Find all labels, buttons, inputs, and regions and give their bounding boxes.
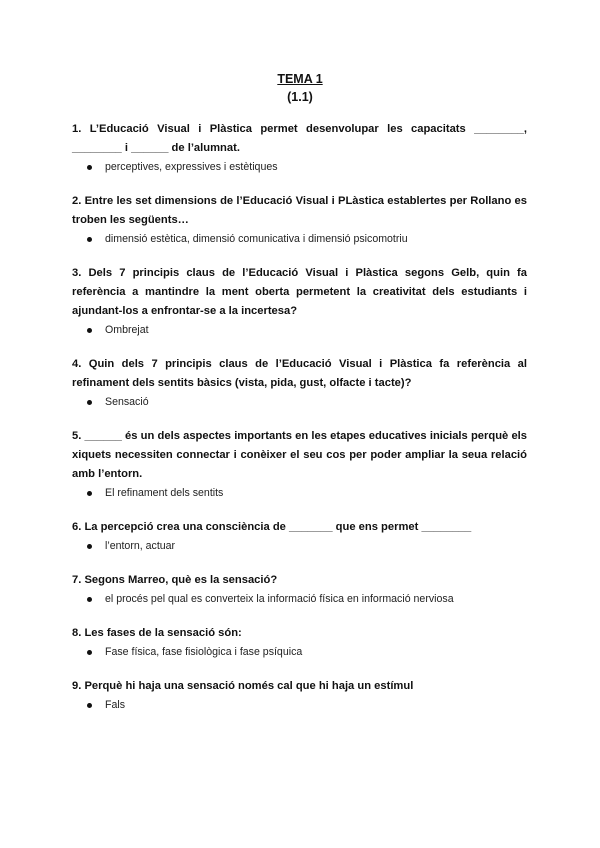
- bullet-icon: [87, 491, 92, 496]
- answer-item: [87, 394, 527, 411]
- document-subtitle: (1.1): [287, 90, 313, 104]
- answer-item: [87, 485, 527, 502]
- answer-item: [87, 644, 527, 661]
- answer-text: El refinament dels sentits: [105, 487, 224, 499]
- question-item: [72, 120, 527, 176]
- question-item: [72, 518, 527, 555]
- answer-text: Sensació: [105, 396, 149, 408]
- question-item: [72, 264, 527, 339]
- bullet-icon: [87, 165, 92, 170]
- answer-item: [87, 697, 527, 714]
- answer-text: el procés pel qual es converteix la informació física en informació nerviosa: [105, 593, 454, 605]
- answer-text: Ombrejat: [105, 324, 149, 336]
- document-title: TEMA 1: [277, 72, 323, 86]
- answer-item: [87, 231, 527, 248]
- answer-text: dimensió estètica, dimensió comunicativa i dimensió psicomotriu: [105, 233, 408, 245]
- question-text: 5. ______ és un dels aspectes importants en les etapes educatives inicials perquè els xiquets necessiten connectar i conèixer el seu cos per poder ampliar la seua relació amb l’entorn.: [72, 430, 527, 480]
- question-text: 2. Entre les set dimensions de l’Educació Visual i PLàstica establertes per Rollano es troben les següents…: [72, 195, 527, 226]
- question-item: [72, 571, 527, 608]
- question-text: 3. Dels 7 principis claus de l’Educació Visual i Plàstica segons Gelb, quin fa referència a mantindre la ment oberta permetent la creativitat dels estudiants i ajundant-los a enfrontar-se a la incertesa?: [72, 267, 527, 317]
- question-item: [72, 677, 527, 714]
- question-item: [72, 624, 527, 661]
- question-text: 9. Perquè hi haja una sensació només cal que hi haja un estímul: [72, 680, 414, 692]
- question-text: 4. Quin dels 7 principis claus de l’Educació Visual i Plàstica fa referència al refinament dels sentits bàsics (vista, pida, gust, olfacte i tacte)?: [72, 358, 527, 389]
- answer-text: Fals: [105, 699, 126, 711]
- question-text: 8. Les fases de la sensació són:: [72, 627, 242, 639]
- answer-text: perceptives, expressives i estètiques: [105, 161, 278, 173]
- bullet-icon: [87, 650, 92, 655]
- question-text: 7. Segons Marreo, què es la sensació?: [72, 574, 278, 586]
- answer-item: [87, 322, 527, 339]
- question-text: 1. L’Educació Visual i Plàstica permet desenvolupar les capacitats ________, ________ i ______ de l’alumnat.: [72, 123, 527, 154]
- question-item: [72, 355, 527, 411]
- answer-item: [87, 538, 527, 555]
- answer-text: Fase física, fase fisiològica i fase psíquica: [105, 646, 303, 658]
- bullet-icon: [87, 597, 92, 602]
- answer-item: [87, 591, 527, 608]
- answer-text: l’entorn, actuar: [105, 540, 176, 552]
- bullet-icon: [87, 400, 92, 405]
- question-item: [72, 427, 527, 502]
- bullet-icon: [87, 544, 92, 549]
- question-list: [72, 120, 527, 730]
- bullet-icon: [87, 703, 92, 708]
- answer-item: [87, 159, 527, 176]
- bullet-icon: [87, 237, 92, 242]
- question-item: [72, 192, 527, 248]
- bullet-icon: [87, 328, 92, 333]
- question-text: 6. La percepció crea una consciència de _______ que ens permet ________: [72, 521, 472, 533]
